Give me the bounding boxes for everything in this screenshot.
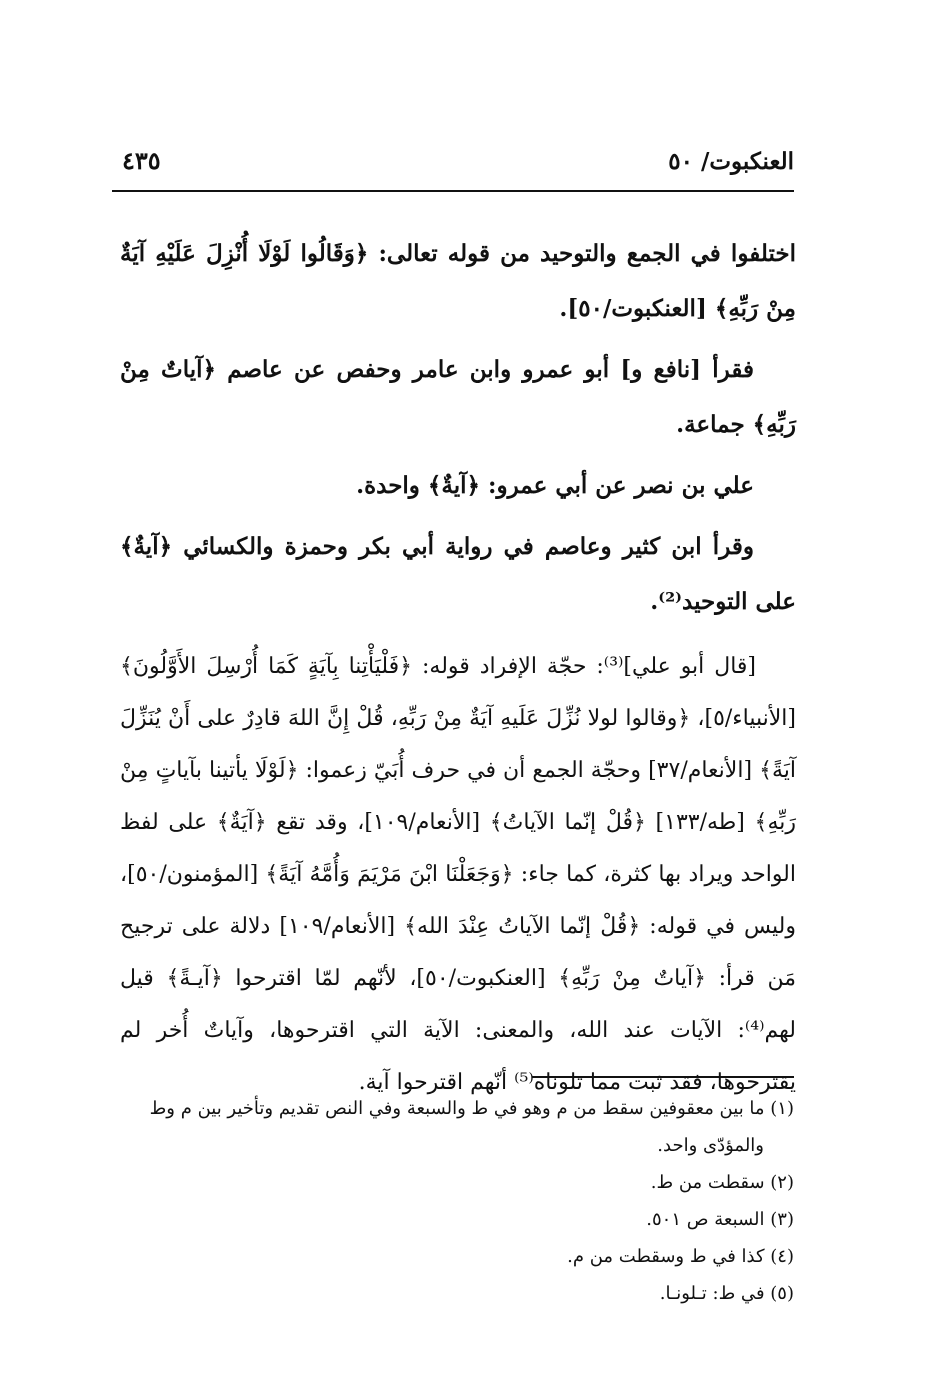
footnotes <box>120 1076 794 1312</box>
footnote-4: (٤) كذا في ط وسقطت من م. <box>567 1246 794 1267</box>
paragraph-reading-plural: فقرأ [نافع و] أبو عمرو وابن عامر وحفص عن عاصم ﴿آياتٌ مِنْ رَبِّهِ﴾ جماعة. <box>120 356 796 438</box>
paragraph-abu-ali-discussion: [قال أبو علي]⁽³⁾: حجّة الإفراد قوله: ﴿فَلْيَأْتِنا بِآيَةٍ كَمَا أُرْسِلَ الأَوَّلُونَ﴾ [الأنبياء/٥]، ﴿وقالوا لولا نُزِّلَ عَلَيهِ آيَةٌ مِنْ رَبِّهِ، قُلْ إِنَّ اللهَ قادِرٌ على أَنْ يُنَزِّلَ آيَةً﴾ [الأنعام/٣٧] وحجّة الجمع أن في حرف أُبَيّ زعموا: ﴿لَوْلَا يأتينا بآياتٍ مِنْ رَبِّهِ﴾ [طه/١٣٣] ﴿قُلْ إنّما الآياتُ﴾ [الأنعام/١٠٩]، وقد تقع ﴿آيَةٌ﴾ على لفظ الواحد ويراد بها كثرة، كما جاء: ﴿وَجَعَلْنَا ابْنَ مَرْيَمَ وَأُمَّهُ آيَةً﴾ [المؤمنون/٥٠]، وليس في قوله: ﴿قُلْ إنّما الآياتُ عِنْدَ الله﴾ [الأنعام/١٠٩] دلالة على ترجيح مَن قرأ: ﴿آياتٌ مِنْ رَبِّهِ﴾ [العنكبوت/٥٠]، لأنّهم لمّا اقترحوا ﴿آيـةً﴾ قيل لهم⁽⁴⁾: الآيات عند الله، والمعنى: الآية التي اقترحوها، وآياتٌ أُخر لم يقترحوها، فقد ثبت مما تلوناه⁽⁵⁾ أنّهم اقترحوا آية. <box>120 654 796 1095</box>
running-head <box>112 146 794 192</box>
footnote-1: (١) ما بين معقوفين سقط من م وهو في ط والسبعة وفي النص تقديم وتأخير بين م وط والمؤدّى واحد. <box>149 1098 794 1156</box>
paragraph-intro: اختلفوا في الجمع والتوحيد من قوله تعالى: ﴿وَقَالُوا لَوْلَا أُنْزِلَ عَلَيْهِ آيَةٌ مِنْ رَبِّهِ﴾ [العنكبوت/٥٠]. <box>120 240 796 322</box>
paragraph-reading-singular: وقرأ ابن كثير وعاصم في رواية أبي بكر وحمزة والكسائي ﴿آيةٌ﴾ على التوحيد⁽²⁾. <box>120 533 796 615</box>
footnote-divider <box>532 1076 794 1078</box>
page-number: ٤٣٥ <box>122 146 161 175</box>
paragraph-reading-ali: علي بن نصر عن أبي عمرو: ﴿آيةٌ﴾ واحدة. <box>356 472 754 499</box>
footnote-2: (٢) سقطت من ط. <box>650 1172 794 1193</box>
footnote-5: (٥) في ط: تـلونـا. <box>659 1283 794 1304</box>
running-title: العنكبوت/ ٥٠ <box>668 148 794 175</box>
footnote-3: (٣) السبعة ص ٥٠١. <box>646 1209 794 1230</box>
main-text <box>120 226 796 1115</box>
